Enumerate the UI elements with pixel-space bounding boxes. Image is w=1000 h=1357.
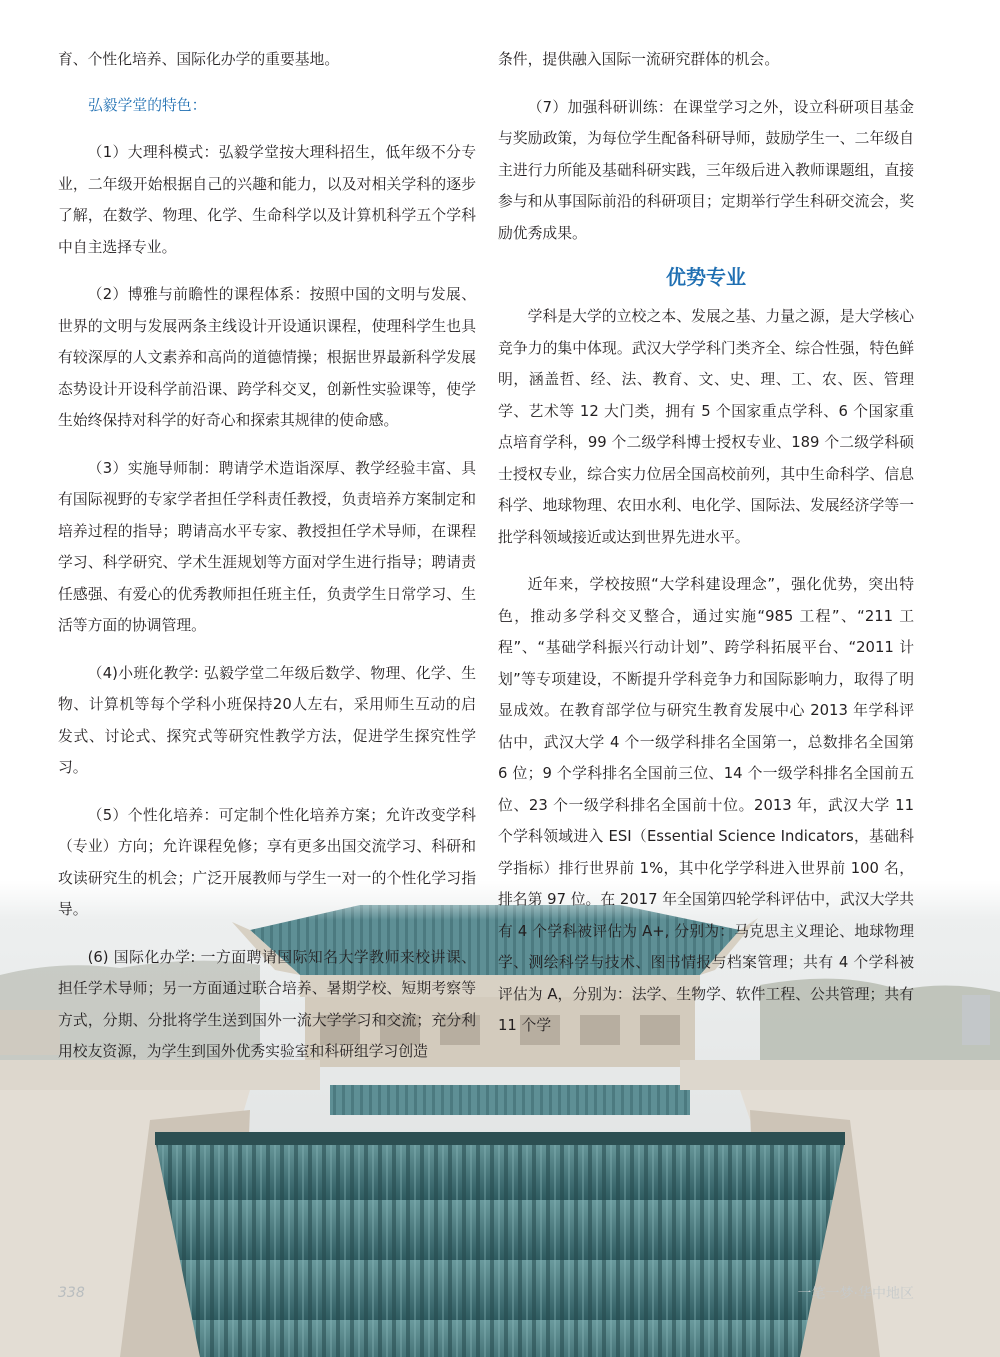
section-title: 优势专业 — [666, 265, 746, 289]
running-title: 一笔一梦·华中地区 — [797, 1286, 914, 1302]
feature-item: （5）个性化培养：可定制个性化培养方案；允许改变学科（专业）方向；允许课程免修；享有更多出国交流学习、科研和攻读研究生的机会；广泛开展教师与学生一对一的个性化学习指导。 — [58, 806, 476, 918]
feature-item: （4)小班化教学: 弘毅学堂二年级后数学、物理、化学、生物、计算机等每个学科小班保持20人左右，采用师生互动的启发式、讨论式、探究式等研究性教学方法，促进学生探究性学习。 — [58, 664, 476, 776]
feature-item: （2）博雅与前瞻性的课程体系：按照中国的文明与发展、世界的文明与发展两条主线设计开设通识课程，使理科学生也具有较深厚的人文素养和高尚的道德情操；根据世界最新科学发展态势设计开设科学前沿课、跨学科交叉，创新性实验课等，使学生始终保持对科学的好奇心和探索其规律的使命感。 — [58, 286, 476, 429]
body-paragraph: 学科是大学的立校之本、发展之基、力量之源，是大学核心竞争力的集中体现。武汉大学学科门类齐全、综合性强，特色鲜明，涵盖哲、经、法、教育、文、史、理、工、农、医、管理学、艺术等 12 大门类，拥有 5 个国家重点学科、6 个国家重点培育学科，99 个二级学科博士授权专业、189 个二级学科硕士授权专业，综合实力位居全国高校前列，其中生命科学、信息科学、地球物理、农田水利、电化学、国际法、发展经济学等一批学科领域接近或达到世界先进水平。 — [498, 308, 914, 546]
feature-item: （3）实施导师制：聘请学术造诣深厚、教学经验丰富、具有国际视野的专家学者担任学科责任教授，负责培养方案制定和培养过程的指导；聘请高水平专家、教授担任学术导师，在课程学习、科学研究、学术生涯规划等方面对学生进行指导；聘请责任感强、有爱心的优秀教师担任班主任，负责学生日常学习、生活等方面的协调管理。 — [58, 459, 476, 634]
continuation-line: 条件，提供融入国际一流研究群体的机会。 — [498, 51, 780, 68]
features-title: 弘毅学堂的特色： — [88, 96, 207, 114]
continuation-line: 育、个性化培养、国际化办学的重要基地。 — [58, 51, 340, 68]
feature-item-7: （7）加强科研训练：在课堂学习之外，设立科研项目基金与奖励政策，为每位学生配备科研导师，鼓励学生一、二年级自主进行力所能及基础科研实践，三年级后进入教师课题组，直接参与和从事国际前沿的科研项目；定期举行学生科研交流会，奖励优秀成果。 — [498, 98, 914, 242]
page-number: 338 — [58, 1285, 85, 1301]
left-column — [58, 44, 476, 1068]
right-column — [498, 44, 914, 1042]
feature-item: (6) 国际化办学: 一方面聘请国际知名大学教师来校讲课、担任学术导师；另一方面通过联合培养、暑期学校、短期考察等方式，分期、分批将学生送到国外一流大学学习和交流；充分利用校友资源，为学生到国外优秀实验室和科研组学习创造 — [58, 948, 476, 1060]
feature-item: （1）大理科模式：弘毅学堂按大理科招生，低年级不分专业，二年级开始根据自己的兴趣和能力，以及对相关学科的逐步了解，在数学、物理、化学、生命科学以及计算机科学五个学科中自主选择专业。 — [58, 144, 476, 256]
body-paragraph: 近年来，学校按照“大学科建设理念”，强化优势，突出特色，推动多学科交叉整合，通过实施“985 工程”、“211 工程”、“基础学科振兴行动计划”、跨学科拓展平台、“2011 计划”等专项建设，不断提升学科竞争力和国际影响力，取得了明显成效。在教育部学位与研究生教育发展中心 2013 年学科评估中，武汉大学 4 个一级学科排名全国第一，总数排名全国第 6 位；9 个学科排名全国前三位、14 个一级学科排名全国前五位、23 个一级学科排名全国前十位。2013 年，武汉大学 11 个学科领域进入 ESI（Essential Science Indicators，基础科学指标）排行世界前 1%，其中化学学科进入世界前 100 名，排名第 97 位。在 2017 年全国第四轮学科评估中，武汉大学共有 4 个学科被评估为 A+, 分别为：马克思主义理论、地球物理学、测绘科学与技术、图书情报与档案管理；共有 4 个学科被评估为 A，分别为：法学、生物学、软件工程、公共管理；共有 11 个学 — [498, 576, 914, 1034]
